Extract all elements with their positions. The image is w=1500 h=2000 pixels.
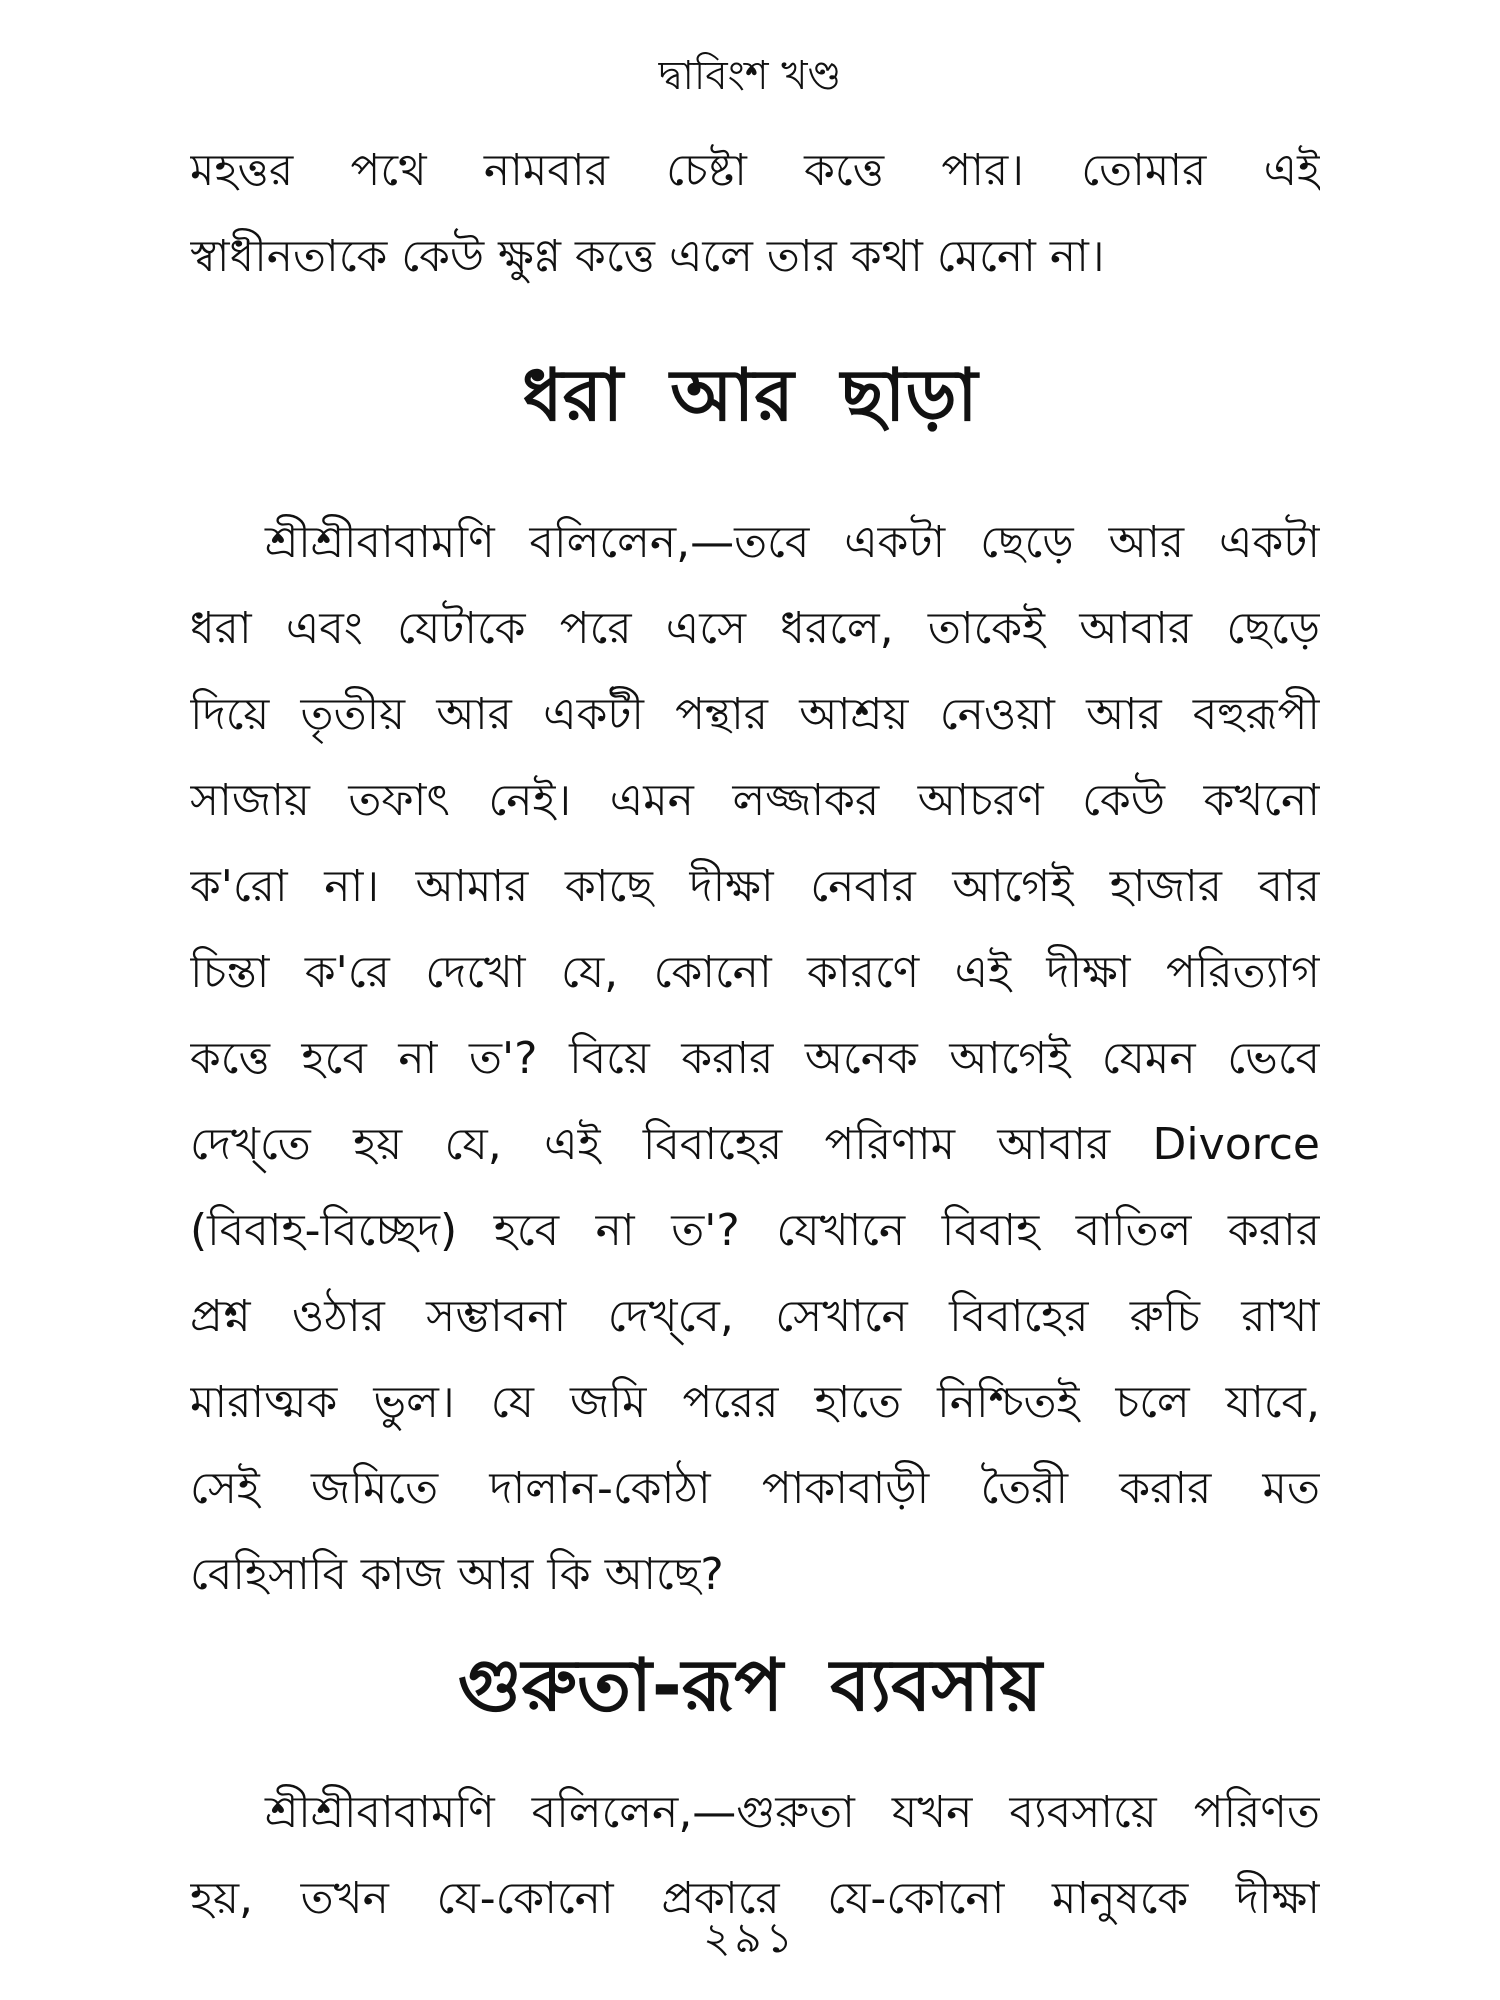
text-line: মারাত্মক ভুল। যে জমি পরের হাতে নিশ্চিতই চলে যাবে, — [190, 1377, 1320, 1428]
text-line: বেহিসাবি কাজ আর কি আছে? — [190, 1549, 724, 1600]
text-line: ক'রো না। আমার কাছে দীক্ষা নেবার আগেই হাজার বার — [190, 861, 1320, 912]
text-line: সাজায় তফাৎ নেই। এমন লজ্জাকর আচরণ কেউ কখনো — [190, 775, 1320, 826]
section-heading-guruta-rup-byabosay: গুরুতা-রূপ ব্যবসায় — [457, 1643, 1043, 1727]
text-line: হয়, তখন যে-কোনো প্রকারে যে-কোনো মানুষকে দীক্ষা — [190, 1873, 1320, 1924]
text-line: শ্রীশ্রীবাবামণি বলিলেন,—গুরুতা যখন ব্যবসায়ে পরিণত — [265, 1787, 1320, 1838]
text-line: শ্রীশ্রীবাবামণি বলিলেন,—তবে একটা ছেড়ে আর একটা — [265, 517, 1320, 568]
text-line: ধরা এবং যেটাকে পরে এসে ধরলে, তাকেই আবার ছেড়ে — [190, 603, 1320, 654]
intro-paragraph — [190, 128, 1320, 300]
section1-paragraph — [190, 500, 1320, 1618]
text-line: সেই জমিতে দালান-কোঠা পাকাবাড়ী তৈরী করার মত — [190, 1463, 1320, 1514]
text-line: মহত্তর পথে নামবার চেষ্টা কত্তে পার। তোমার এই — [190, 145, 1320, 196]
text-line: কত্তে হবে না ত'? বিয়ে করার অনেক আগেই যেমন ভেবে — [190, 1033, 1320, 1084]
text-line: স্বাধীনতাকে কেউ ক্ষুণ্ণ কত্তে এলে তার কথা মেনো না। — [190, 231, 1105, 282]
section-heading-dhora-ar-chhara: ধরা আর ছাড়া — [522, 353, 978, 437]
text-line: চিন্তা ক'রে দেখো যে, কোনো কারণে এই দীক্ষা পরিত্যাগ — [190, 947, 1320, 998]
text-line: (বিবাহ-বিচ্ছেদ) হবে না ত'? যেখানে বিবাহ বাতিল করার — [190, 1205, 1320, 1256]
text-line: দিয়ে তৃতীয় আর একটী পন্থার আশ্রয় নেওয়া আর বহুরূপী — [190, 689, 1320, 740]
page-number: ২৯১ — [703, 1913, 797, 1962]
text-line: দেখ্‌তে হয় যে, এই বিবাহের পরিণাম আবার Divorce — [190, 1119, 1320, 1170]
running-head: দ্বাবিংশ খণ্ড — [658, 53, 842, 99]
text-line: প্রশ্ন ওঠার সম্ভাবনা দেখ্‌বে, সেখানে বিবাহের রুচি রাখা — [190, 1291, 1320, 1342]
